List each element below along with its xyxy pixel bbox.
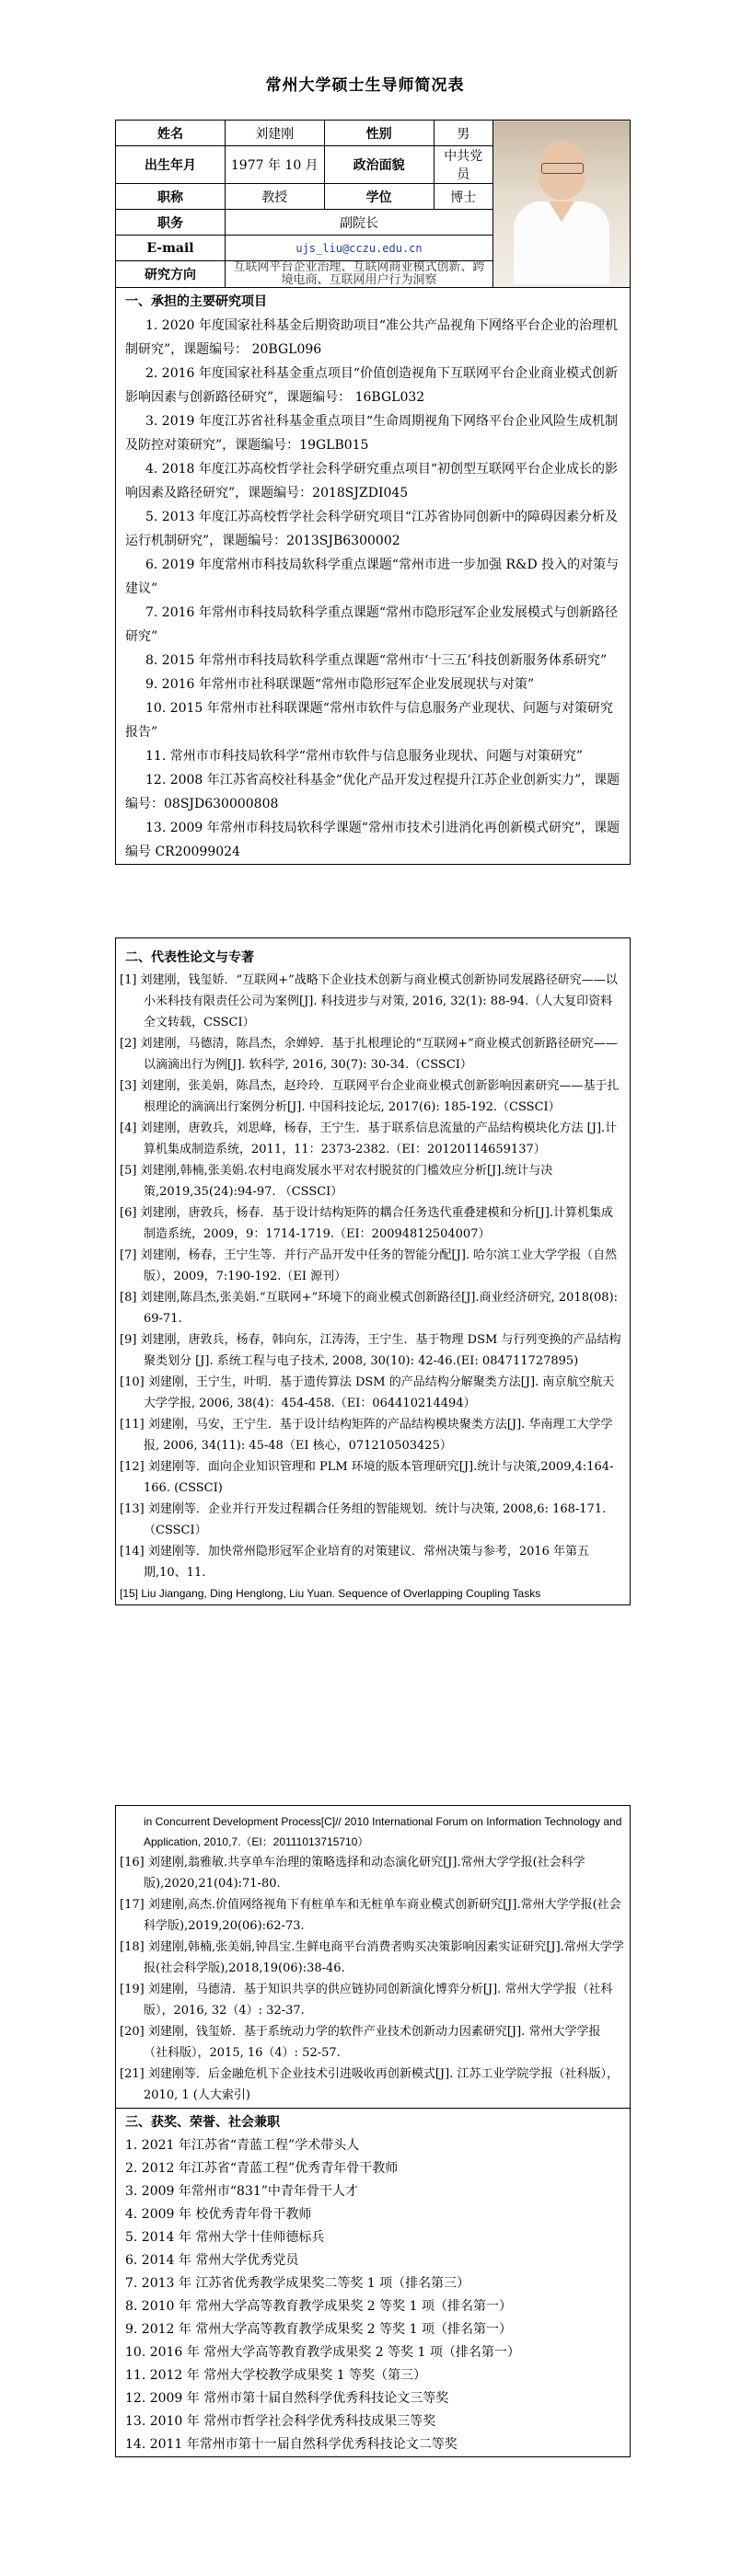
birth-value: 1977 年 10 月 (226, 146, 325, 184)
research-value: 互联网平台企业治理、互联网商业模式创新、跨境电商、互联网用户行为洞察 (226, 261, 493, 288)
paper-item: [9] 刘建刚，唐敦兵，杨春，韩向东，江涛涛，王宁生．基于物理 DSM 与行列变换的产品结构聚类划分 [J]. 系统工程与电子技术, 2008, 30(10): 42-46.(EI: 084711727895) (120, 1333, 621, 1368)
award-item: 1. 2021 年江苏省“青蓝工程”学术带头人 (125, 2138, 360, 2153)
email-link[interactable]: ujs_liu@cczu.edu.cn (226, 236, 493, 261)
politics-label: 政治面貌 (324, 146, 434, 184)
project-item: 5. 2013 年度江苏高校哲学社会科学研究项目“江苏省协同创新中的障碍因素分析及运行机制研究”，课题编号：2013SJB6300002 (125, 510, 619, 548)
project-item: 6. 2019 年度常州市科技局软科学重点课题“常州市进一步加强 R&D 投入的对策与建议” (125, 558, 620, 596)
award-item: 4. 2009 年 校优秀青年骨干教师 (125, 2207, 312, 2222)
award-item: 8. 2010 年 常州大学高等教育教学成果奖 2 等奖 1 项（排名第一） (125, 2299, 512, 2314)
awards-list (116, 2134, 630, 2456)
paper-item: [1] 刘建刚，钱玺娇．“互联网+”战略下企业技术创新与商业模式创新协同发展路径研究——以小米科技有限责任公司为案例[J]. 科技进步与对策, 2016, 32(1): 88-94.（人大复印资料全文转载，CSSCI） (120, 973, 618, 1029)
award-item: 6. 2014 年 常州大学优秀党员 (125, 2253, 299, 2268)
papers-list-part1 (116, 970, 630, 1583)
paper-item: [21] 刘建刚等．后金融危机下企业技术引进吸收再创新模式[J]. 江苏工业学院学报（社科版），2010, 1 (人大索引) (120, 2067, 619, 2102)
gender-value: 男 (434, 121, 492, 146)
award-item: 14. 2011 年常州市第十一届自然科学优秀科技论文二等奖 (125, 2437, 458, 2452)
project-item: 7. 2016 年常州市科技局软科学重点课题“常州市隐形冠军企业发展模式与创新路径研究” (125, 605, 619, 644)
email-label: E-mail (116, 236, 226, 261)
paper-item: [11] 刘建刚，马安，王宁生．基于设计结构矩阵的产品结构模块聚类方法[J]. 华南理工大学学报, 2006, 34(11): 45-48（EI 核心，071210503425） (120, 1418, 613, 1453)
awards-heading: 三、获奖、荣誉、社会兼职 (116, 2108, 630, 2134)
paper-item: [16] 刘建刚,翁雅敏.共享单车治理的策略选择和动态演化研究[J].常州大学学报(社会科学版),2020,21(04):71-80. (120, 1856, 585, 1891)
paper-item: [19] 刘建刚，马德清．基于知识共享的供应链协同创新演化博弈分析[J]. 常州大学学报（社科版），2016, 32（4）: 32-37. (120, 1983, 613, 2018)
papers-list-part2 (116, 1852, 630, 2106)
birth-label: 出生年月 (116, 146, 226, 184)
paper-item: [18] 刘建刚,韩楠,张美娟,钟昌宝.生鲜电商平台消费者购买决策影响因素实证研究[J].常州大学学报(社会科学版),2018,19(06):38-46. (120, 1940, 624, 1975)
paper-item: [20] 刘建刚，钱玺娇．基于系统动力学的软件产业技术创新动力因素研究[J]. 常州大学学报（社科版），2015, 16（4）: 52-57. (120, 2025, 601, 2060)
profile-table (115, 120, 631, 288)
paper-item: [3] 刘建刚，张美娟，陈昌杰，赵玲玲．互联网平台企业商业模式创新影响因素研究——基于扎根理论的滴滴出行案例分析[J]. 中国科技论坛, 2017(6): 185-192.（CSSCI） (120, 1079, 620, 1114)
page-title: 常州大学硕士生导师简况表 (265, 76, 465, 95)
project-item: 8. 2015 年常州市科技局软科学重点课题“常州市‘十三五’科技创新服务体系研究” (145, 653, 608, 668)
project-item: 2. 2016 年度国家社科基金重点项目“价值创造视角下互联网平台企业商业模式创新影响因素与创新路径研究”，课题编号： 16BGL032 (125, 366, 619, 405)
project-item: 3. 2019 年度江苏省社科基金重点项目“生命周期视角下网络平台企业风险生成机制及防控对策研究”，课题编号：19GLB015 (125, 414, 619, 453)
project-item: 1. 2020 年度国家社科基金后期资助项目“准公共产品视角下网络平台企业的治理机制研究”，课题编号： 20BGL096 (125, 318, 619, 357)
paper-item: [5] 刘建刚,韩楠,张美娟.农村电商发展水平对农村脱贫的门槛效应分析[J].统计与决策,2019,35(24):94-97. （CSSCI） (120, 1164, 553, 1199)
projects-heading: 一、承担的主要研究项目 (125, 294, 267, 309)
award-item: 13. 2010 年 常州市哲学社会科学优秀科技成果三等奖 (125, 2414, 436, 2429)
award-item: 7. 2013 年 江苏省优秀教学成果奖二等奖 1 项（排名第三） (125, 2276, 470, 2291)
gender-label: 性别 (324, 121, 434, 146)
degree-value: 博士 (434, 184, 492, 210)
title-label: 职称 (116, 184, 226, 210)
award-item: 11. 2012 年 常州大学校教学成果奖 1 等奖（第三） (125, 2368, 427, 2383)
award-item: 9. 2012 年 常州大学高等教育教学成果奖 2 等奖 1 项（排名第一） (125, 2322, 512, 2337)
position-value: 副院长 (226, 210, 493, 236)
profile-photo (493, 121, 631, 288)
paper-item: [2] 刘建刚，马德清，陈昌杰，余婵婷．基于扎根理论的“互联网+”商业模式创新路径研究——以滴滴出行为例[J]. 软科学, 2016, 30(7): 30-34.（CSSCI） (120, 1037, 618, 1072)
politics-value: 中共党员 (434, 146, 492, 184)
title-value: 教授 (226, 184, 325, 210)
award-item: 10. 2016 年 常州大学高等教育教学成果奖 2 等奖 1 项（排名第一） (125, 2345, 520, 2360)
project-item: 10. 2015 年常州市社科联课题“常州市软件与信息服务产业现状、问题与对策研究报告” (125, 701, 613, 740)
paper-item: [6] 刘建刚，唐敦兵，杨春．基于设计结构矩阵的耦合任务迭代重叠建模和分析[J].计算机集成制造系统，2009，9：1714-1719.（EI：20094812504007） (120, 1206, 614, 1241)
papers-continued-section (115, 1805, 631, 2457)
projects-section (115, 287, 631, 865)
paper-item-15-continued: in Concurrent Development Process[C]// 2010 International Forum on Information Technology and Application, 2010,7.（EI：20111013715710） (144, 1815, 622, 1848)
award-item: 3. 2009 年常州市“831”中青年骨干人才 (125, 2184, 358, 2199)
paper-item: [10] 刘建刚，王宁生，叶明．基于遗传算法 DSM 的产品结构分解聚类方法[J]. 南京航空航天大学学报, 2006, 38(4)：454-458.（EI：064410214494） (120, 1375, 615, 1410)
research-label: 研究方向 (116, 261, 226, 288)
name-label: 姓名 (116, 121, 226, 146)
name-value: 刘建刚 (226, 121, 325, 146)
paper-item-15: [15] Liu Jiangang, Ding Henglong, Liu Yuan. Sequence of Overlapping Coupling Tasks (120, 1587, 541, 1600)
paper-item: [12] 刘建刚等．面向企业知识管理和 PLM 环境的版本管理研究[J].统计与决策,2009,4:164-166. (CSSCI) (120, 1460, 614, 1495)
paper-item: [13] 刘建刚等．企业并行开发过程耦合任务组的智能规划．统计与决策, 2008,6: 168-171.（CSSCI） (120, 1502, 607, 1537)
degree-label: 学位 (324, 184, 434, 210)
paper-item: [8] 刘建刚,陈昌杰,张美娟.“互联网+”环境下的商业模式创新路径[J].商业经济研究, 2018(08): 69-71. (120, 1291, 619, 1326)
paper-item: [14] 刘建刚等．加快常州隐形冠军企业培育的对策建议．常州决策与参考，2016 年第五期,10、11. (120, 1545, 590, 1580)
award-item: 12. 2009 年 常州市第十届自然科学优秀科技论文三等奖 (125, 2391, 449, 2406)
award-item: 2. 2012 年江苏省“青蓝工程”优秀青年骨干教师 (125, 2161, 399, 2176)
project-item: 13. 2009 年常州市科技局软科学课题“常州市技术引进消化再创新模式研究”，课题编号 CR20099024 (125, 821, 620, 859)
project-item: 9. 2016 年常州市社科联课题“常州市隐形冠军企业发展现状与对策” (145, 677, 535, 692)
projects-list (116, 314, 630, 864)
paper-item: [4] 刘建刚，唐敦兵，刘思峰，杨春，王宁生．基于联系信息流量的产品结构模块化方法 [J].计算机集成制造系统，2011，11：2373-2382.（EI：20120114659137） (120, 1121, 618, 1156)
position-label: 职务 (116, 210, 226, 236)
paper-item: [7] 刘建刚，杨春，王宁生等．并行产品开发中任务的智能分配[J]. 哈尔滨工业大学学报（自然版），2009，7:190-192.（EI 源刊） (120, 1248, 618, 1283)
paper-item: [17] 刘建刚,高杰.价值网络视角下有桩单车和无桩单车商业模式创新研究[J].常州大学学报(社会科学版),2019,20(06):62-73. (120, 1898, 621, 1933)
project-item: 12. 2008 年江苏省高校社科基金“优化产品开发过程提升江苏企业创新实力”，课题编号：08SJD630000808 (125, 773, 620, 811)
project-item: 11. 常州市市科技局软科学“常州市软件与信息服务业现状、问题与对策研究” (145, 749, 584, 764)
project-item: 4. 2018 年度江苏高校哲学社会科学研究重点项目“初创型互联网平台企业成长的影响因素及路径研究”，课题编号：2018SJZDI045 (125, 462, 619, 500)
award-item: 5. 2014 年 常州大学十佳师德标兵 (125, 2230, 325, 2245)
papers-section (115, 937, 631, 1605)
papers-heading: 二、代表性论文与专著 (125, 950, 254, 965)
